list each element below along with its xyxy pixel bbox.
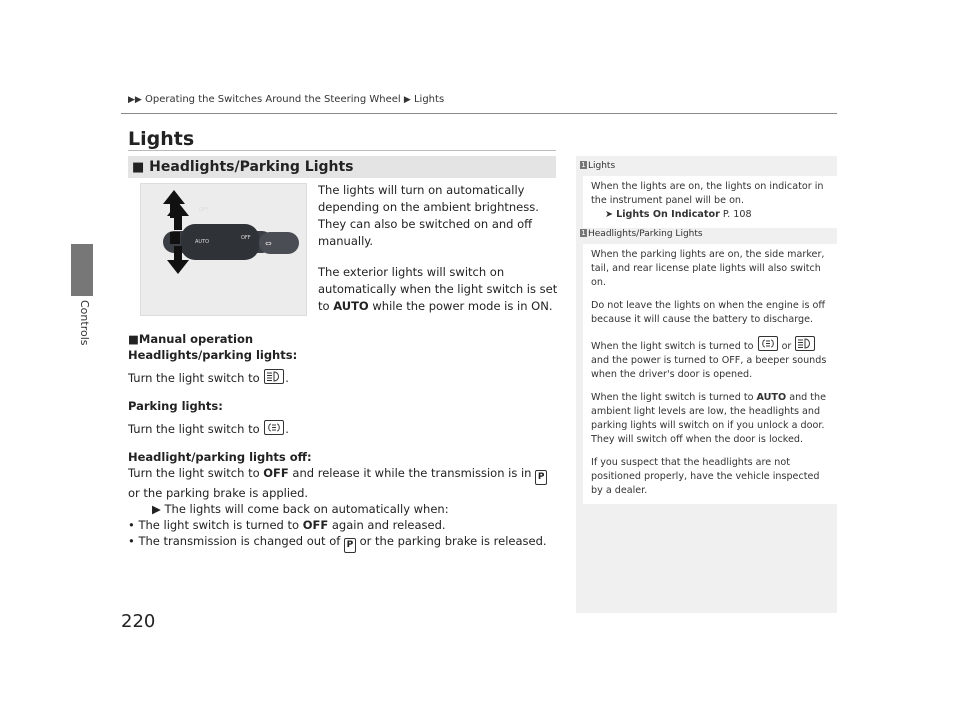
- note-title: 1 Lights: [581, 161, 616, 171]
- section-heading: [128, 156, 556, 178]
- park-key-icon: P: [535, 470, 547, 485]
- light-switch-photo: [140, 183, 307, 316]
- note-body: When the parking lights are on, the side marker, tail, and rear license plate lights will also switch on. Do not leave the lights on when the engine is off because it will cause the battery to discharge. When the light switch is turned to or and the power is turned to OFF, a beeper sounds when the driver's door is opened. When the light switch is turned to AUTO and the ambient light levels are low, the headlights and parking lights will switch on if you unlock a door. They will switch off when the door is locked. If you suspect that the headlights are not positioned properly, have the vehicle inspected by a dealer.: [583, 244, 837, 504]
- title-rule: [128, 150, 556, 151]
- note-headlights-parking: [576, 224, 837, 504]
- intro-paragraph-auto: The exterior lights will switch on automatically when the light switch is set to AUTO while the power mode is in ON.: [318, 265, 558, 313]
- headlights-parking-heading: Headlights/parking lights:: [128, 348, 298, 362]
- intro-text: [318, 182, 558, 329]
- stalk-label-off: OFF: [199, 207, 209, 213]
- chapter-label: Controls: [78, 300, 91, 346]
- svg-text:⇔: ⇔: [265, 239, 272, 248]
- parking-light-symbol-icon: [264, 420, 284, 435]
- page-number: 220: [121, 611, 156, 632]
- section-title: Headlights/Parking Lights: [149, 159, 354, 175]
- parking-lights-heading: Parking lights:: [128, 399, 223, 413]
- stalk-label-off2: OFF: [241, 235, 251, 241]
- headlight-symbol-icon: [264, 369, 284, 384]
- breadcrumb-item[interactable]: Operating the Switches Around the Steering Wheel: [145, 94, 401, 105]
- note-body: When the lights are on, the lights on indicator in the instrument panel will be on. ➤ Lights On Indicator P. 108: [583, 176, 837, 228]
- light-switch-stalk-illustration: [141, 184, 306, 315]
- square-bullet-icon: ■: [132, 160, 145, 175]
- arrow-right-icon: ▶: [152, 502, 161, 516]
- breadcrumb-item-current: Lights: [413, 94, 445, 105]
- square-bullet-icon: ■: [128, 332, 139, 346]
- page-title: Lights: [128, 128, 195, 150]
- lights-off-text: Turn the light switch to OFF and release it while the transmission is in P or the parking brake is applied.: [128, 465, 558, 501]
- reference-arrow-icon: ➤: [605, 209, 614, 220]
- note-title: 1 Headlights/Parking Lights: [581, 229, 703, 239]
- list-item: • The light switch is turned to OFF again and released.: [128, 518, 446, 532]
- stalk-label-auto: AUTO: [195, 239, 210, 245]
- cross-reference-link[interactable]: ➤ Lights On Indicator P. 108: [605, 209, 752, 220]
- manual-operation-heading: ■Manual operation: [128, 332, 254, 346]
- parking-lights-text: Turn the light switch to .: [128, 422, 289, 436]
- note-number-icon: 1: [581, 161, 586, 169]
- breadcrumb-arrow-icon: ▶▶: [128, 95, 142, 105]
- note-lights: [576, 156, 837, 228]
- breadcrumb: [128, 94, 444, 105]
- headlight-symbol-icon: [795, 336, 815, 351]
- note-number-icon: 1: [581, 229, 586, 237]
- manual-operation-section: [128, 331, 558, 553]
- breadcrumb-arrow-icon: ▶: [403, 95, 411, 105]
- parking-light-symbol-icon: [758, 336, 778, 351]
- list-item: • The transmission is changed out of P or the parking brake is released.: [128, 533, 558, 553]
- header-rule: [121, 113, 837, 114]
- headlights-parking-text: Turn the light switch to .: [128, 371, 289, 385]
- lights-off-heading: Headlight/parking lights off:: [128, 450, 312, 464]
- intro-paragraph: The lights will turn on automatically depending on the ambient brightness. They can also be switched on and off manually.: [318, 183, 539, 248]
- park-key-icon: P: [344, 538, 356, 553]
- chapter-tab: [71, 244, 93, 296]
- comeback-note: ▶ The lights will come back on automatically when:: [152, 502, 449, 516]
